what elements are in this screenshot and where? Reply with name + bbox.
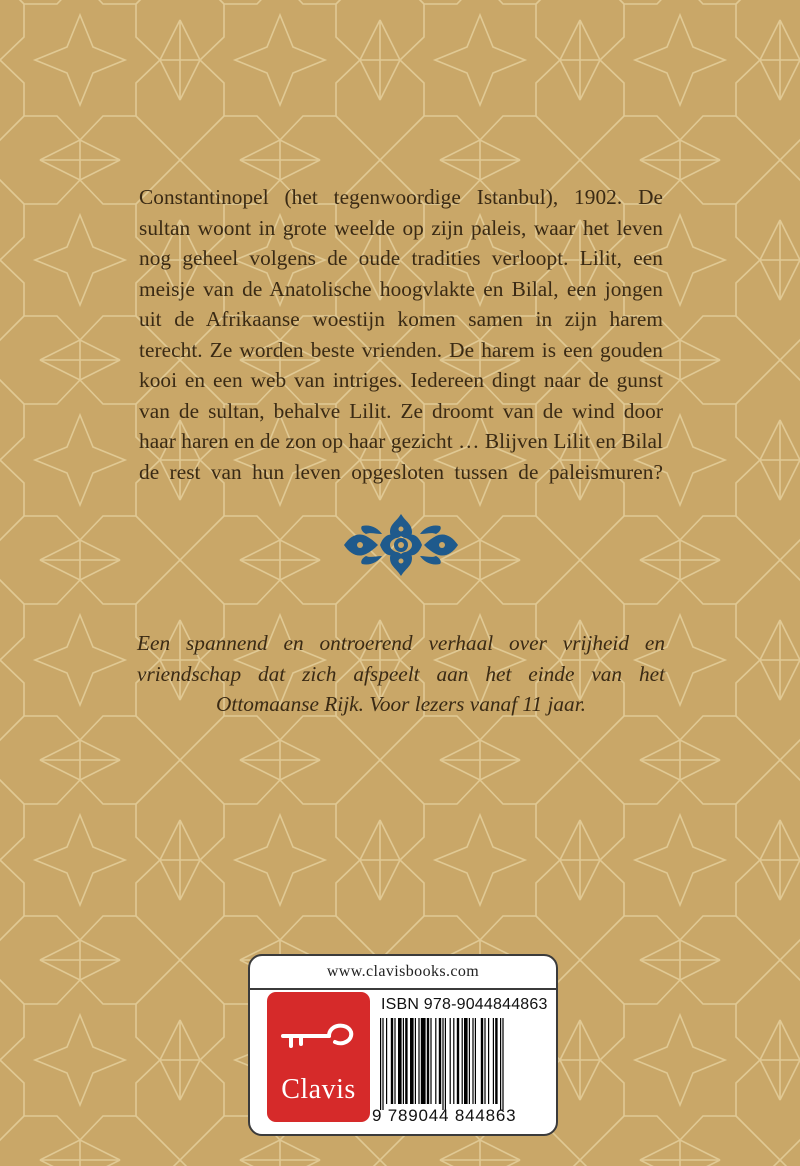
- isbn-label: ISBN 978-9044844863: [381, 996, 548, 1013]
- blurb-line: de rest van hun leven opgesloten tussen de paleismuren?: [139, 459, 663, 484]
- blurb-line: haar haren en de zon op haar gezicht … Blijven Lilit en Bilal: [139, 429, 663, 453]
- barcode-digits: 9 789044 844863: [372, 1106, 517, 1125]
- blurb-line: meisje van de Anatolische hoogvlakte en Bilal, een jongen: [139, 276, 663, 301]
- barcode-bar: [481, 1018, 483, 1104]
- back-cover-tagline: [137, 628, 665, 720]
- blurb-line: van de sultan, behalve Lilit. Ze droomt van de wind door: [139, 398, 663, 423]
- barcode-bar: [484, 1018, 485, 1104]
- tagline-line: Een spannend en ontroerend verhaal over vrijheid en: [137, 631, 665, 655]
- barcode-bar: [464, 1018, 468, 1104]
- blurb-line: terecht. Ze worden beste vrienden. De harem is een gouden: [139, 337, 663, 362]
- barcode-bar: [430, 1018, 431, 1104]
- barcode-bar: [398, 1018, 402, 1104]
- isbn-barcode: [378, 1018, 542, 1110]
- blurb-line: Constantinopel (het tegenwoordige Istanbul), 1902. De: [139, 185, 663, 209]
- barcode-bar: [450, 1018, 451, 1104]
- box-divider: [250, 988, 556, 990]
- barcode-bar: [475, 1018, 476, 1104]
- barcode-bar: [405, 1018, 407, 1104]
- barcode-bar: [403, 1018, 404, 1104]
- barcode-bar: [472, 1018, 473, 1104]
- barcode-bar: [386, 1018, 387, 1104]
- barcode-bar: [410, 1018, 414, 1104]
- barcode-bar: [439, 1018, 441, 1104]
- barcode-bar: [435, 1018, 436, 1104]
- barcode-bar: [500, 1018, 501, 1110]
- barcode-bar: [495, 1018, 497, 1104]
- tagline-line: vriendschap dat zich afspeelt aan het einde van het: [137, 661, 665, 686]
- blurb-line: kooi en een web van intriges. Iedereen dingt naar de gunst: [139, 368, 663, 392]
- publisher-logo: [267, 992, 370, 1122]
- barcode-bar: [457, 1018, 459, 1104]
- publisher-website[interactable]: www.clavisbooks.com: [326, 963, 480, 980]
- back-cover-blurb: [139, 182, 663, 487]
- barcode-bar: [380, 1018, 381, 1110]
- blurb-line: uit de Afrikaanse woestijn komen samen in zijn harem: [139, 307, 663, 331]
- arabesque-ornament-icon: [340, 512, 462, 578]
- barcode-bar: [453, 1018, 454, 1104]
- barcode-bar: [469, 1018, 470, 1104]
- barcode-bar: [415, 1018, 416, 1104]
- clavis-key-logo-icon: [277, 1018, 361, 1054]
- barcode-bar: [462, 1018, 463, 1104]
- barcode-bar: [488, 1018, 489, 1104]
- publisher-logo-text: Clavis: [281, 1074, 356, 1105]
- barcode-bar: [445, 1018, 446, 1110]
- barcode-bar: [427, 1018, 429, 1104]
- publisher-barcode-box: [248, 954, 558, 1136]
- blurb-line: sultan woont in grote weelde op zijn paleis, waar het leven: [139, 215, 663, 240]
- tagline-line: Ottomaanse Rijk. Voor lezers vanaf 11 jaar.: [216, 692, 586, 716]
- barcode-bar: [382, 1018, 383, 1110]
- barcode-bar: [421, 1018, 426, 1104]
- barcode-bar: [418, 1018, 419, 1104]
- blurb-line: nog geheel volgens de oude tradities verloopt. Lilit, een: [139, 246, 663, 270]
- barcode-bar: [442, 1018, 443, 1110]
- barcode-bar: [502, 1018, 503, 1110]
- barcode-bar: [391, 1018, 393, 1104]
- barcode-bar: [394, 1018, 395, 1104]
- barcode-bar: [493, 1018, 494, 1104]
